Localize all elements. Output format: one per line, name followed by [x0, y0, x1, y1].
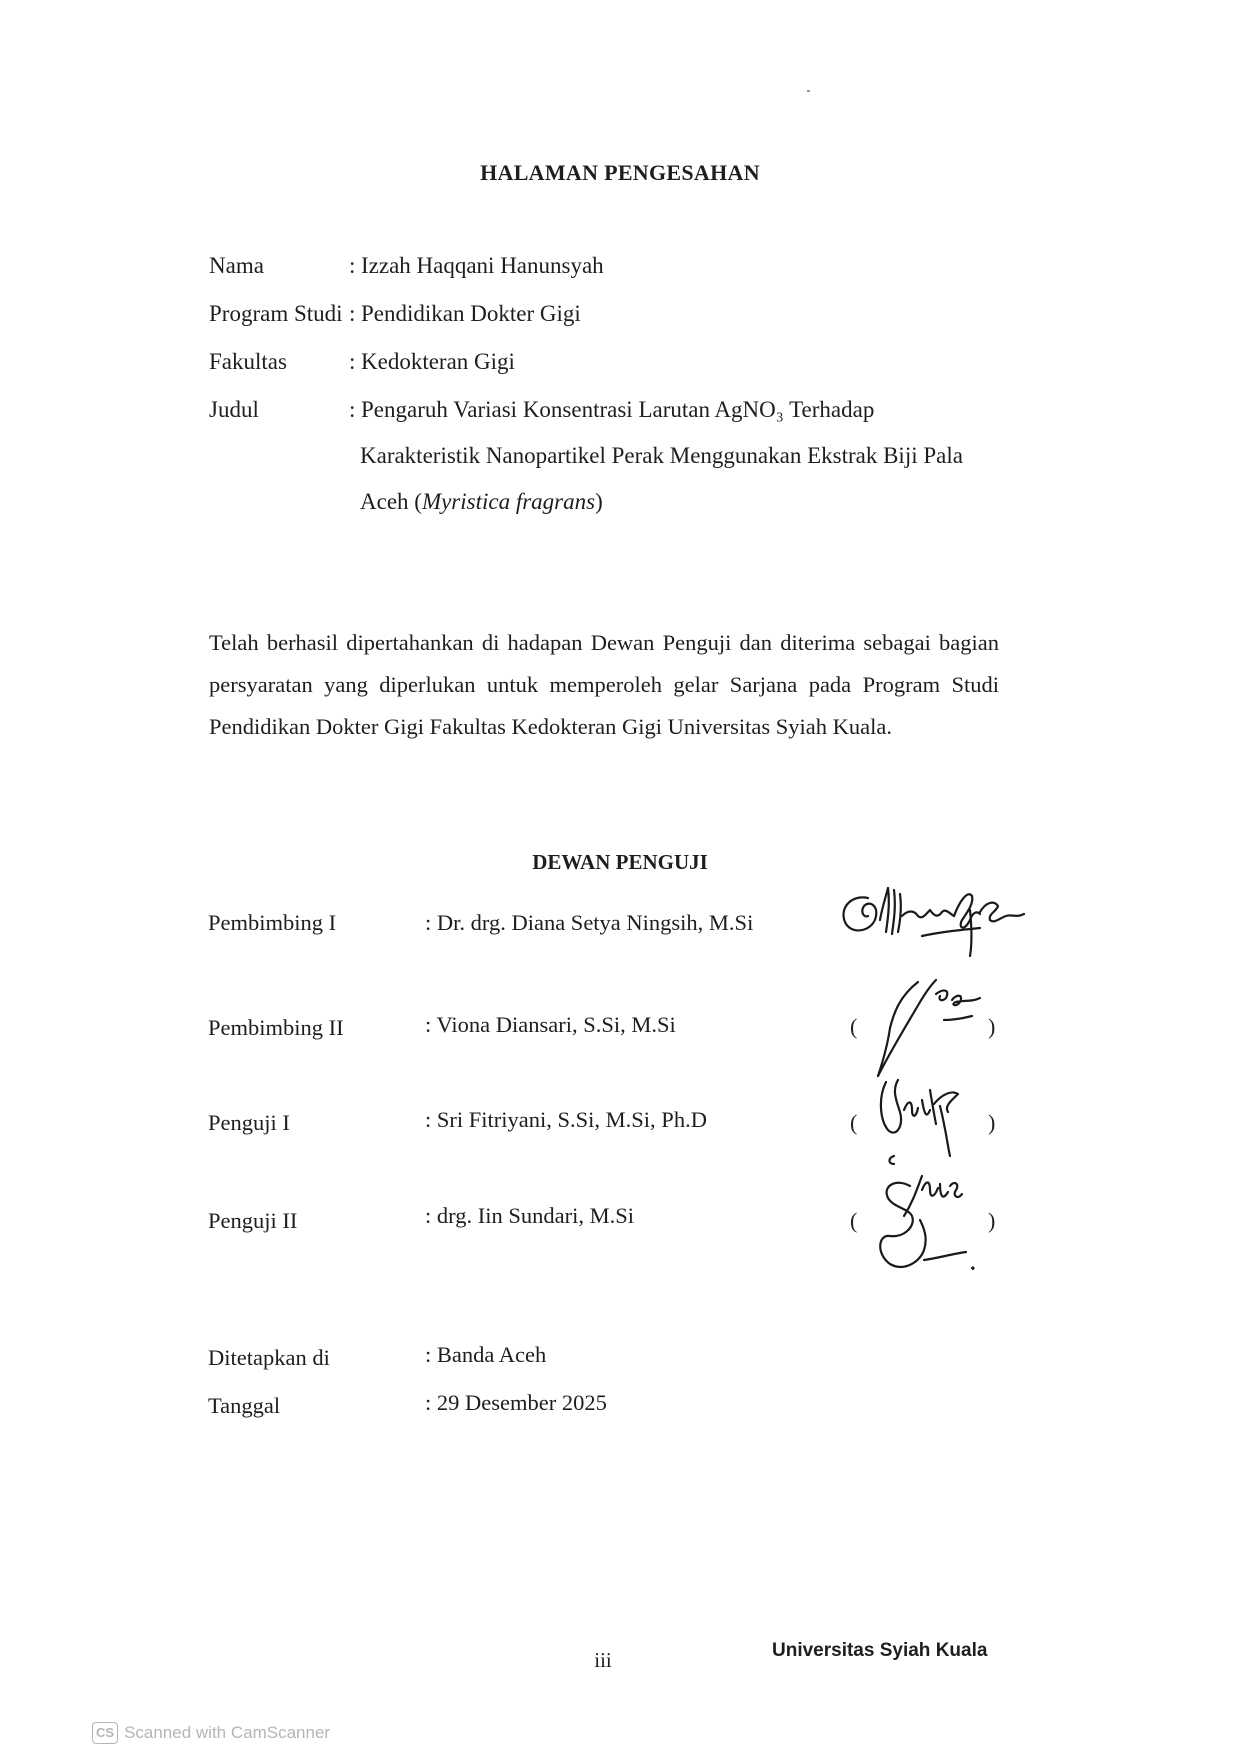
identity-colon: :: [349, 349, 356, 374]
examiner-role: Penguji II: [208, 1208, 298, 1233]
page-title: HALAMAN PENGESAHAN: [480, 160, 760, 185]
signature-pembimbing-1: [830, 880, 1040, 960]
approval-statement: Telah berhasil dipertahankan di hadapan Dewan Penguji dan diterima sebagai bagian persyaratan yang diperlukan untuk memperoleh gelar Sarjana pada Program Studi Pendidikan Dokter Gigi Fakultas Kedokteran Gigi Universitas Syiah Kuala.: [209, 630, 999, 739]
examiner-name: : drg. Iin Sundari, M.Si: [425, 1203, 634, 1228]
signature-paren-close: ): [988, 1208, 996, 1233]
examiners-title: DEWAN PENGUJI: [532, 850, 708, 874]
identity-label: Nama: [209, 253, 264, 278]
identity-colon: :: [349, 301, 356, 326]
identity-row-fakultas: [209, 349, 515, 375]
watermark-text: Scanned with CamScanner: [124, 1723, 331, 1742]
examiner-role: Penguji I: [208, 1110, 290, 1135]
identity-colon: :: [349, 397, 356, 422]
camscanner-watermark: [92, 1722, 330, 1744]
thesis-title-line-3: [360, 489, 603, 515]
camscanner-logo-icon: CS: [92, 1722, 118, 1744]
stipulation-label: Tanggal: [208, 1393, 281, 1418]
examiner-role: Pembimbing I: [208, 910, 337, 935]
signature-paren-close: ): [988, 1014, 996, 1039]
signature-penguji-2: [868, 1150, 998, 1280]
signature-paren-open: (: [850, 1110, 858, 1135]
identity-row-judul: [209, 397, 874, 423]
examiner-name: : Sri Fitriyani, S.Si, M.Si, Ph.D: [425, 1107, 707, 1132]
identity-row-program-studi: [209, 301, 581, 327]
thesis-title-suffix: ): [595, 489, 603, 514]
identity-colon: :: [349, 253, 356, 278]
stipulation-value: : Banda Aceh: [425, 1342, 547, 1367]
signature-paren-open: (: [850, 1014, 858, 1039]
thesis-title-prefix: Aceh (: [360, 489, 422, 514]
signature-paren-open: (: [850, 1208, 858, 1233]
thesis-title-species: Myristica fragrans: [421, 489, 596, 514]
identity-value: Izzah Haqqani Hanunsyah: [361, 253, 604, 278]
identity-value: Kedokteran Gigi: [361, 349, 515, 374]
identity-label: Judul: [209, 397, 259, 422]
stipulation-label: Ditetapkan di: [208, 1345, 330, 1370]
examiner-name: : Viona Diansari, S.Si, M.Si: [425, 1012, 676, 1037]
identity-value: Pengaruh Variasi Konsentrasi Larutan AgNO₃ Terhadap: [361, 397, 875, 422]
page-number: iii: [594, 1648, 612, 1672]
signature-paren-close: ): [988, 1110, 996, 1135]
identity-row-nama: [209, 253, 604, 279]
footer-university: Universitas Syiah Kuala: [772, 1640, 988, 1661]
thesis-title-line-2: Karakteristik Nanopartikel Perak Menggunakan Ekstrak Biji Pala: [360, 443, 963, 468]
scan-speck: [807, 90, 810, 92]
stipulation-value: : 29 Desember 2025: [425, 1390, 607, 1415]
signature-penguji-1: [868, 1060, 988, 1160]
identity-label: Fakultas: [209, 349, 287, 374]
examiner-role: Pembimbing II: [208, 1015, 344, 1040]
examiner-name: : Dr. drg. Diana Setya Ningsih, M.Si: [425, 910, 754, 935]
identity-value: Pendidikan Dokter Gigi: [361, 301, 581, 326]
identity-label: Program Studi: [209, 301, 343, 326]
